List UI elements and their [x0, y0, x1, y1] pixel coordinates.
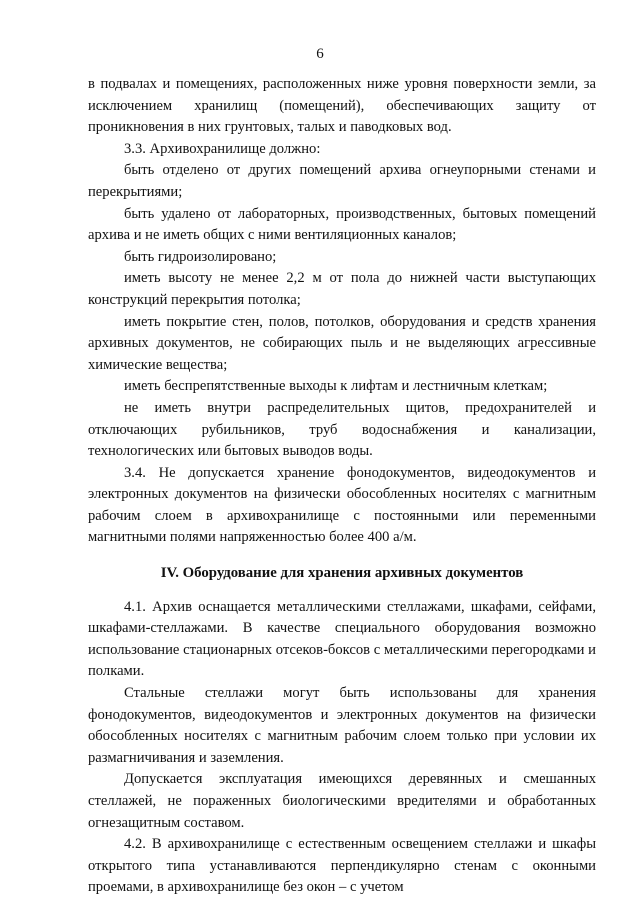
- page-number: 6: [316, 46, 324, 62]
- paragraph-steel-racks: Стальные стеллажи могут быть использованы для хранения фонодокументов, видеодокументов и электронных документов на физически обособленных носителях с магнитным рабочим слоем только при условии их размагничивания и заземления.: [88, 685, 596, 766]
- paragraph-wooden-racks: Допускается эксплуатация имеющихся деревянных и смешанных стеллажей, не пораженных биологическими вредителями и обработанных огнезащитным составом.: [88, 771, 596, 831]
- paragraph-ceiling-height: иметь высоту не менее 2,2 м от пола до нижней части выступающих конструкций перекрытия потолка;: [88, 270, 596, 308]
- paragraph-basements: в подвалах и помещениях, расположенных ниже уровня поверхности земли, за исключением хранилищ (помещений), обеспечивающих защиту от проникновения в них грунтовых, талых и паводковых вод.: [88, 76, 596, 136]
- paragraph-3-3-intro: 3.3. Архивохранилище должно:: [124, 140, 321, 157]
- paragraph-surface-coating: иметь покрытие стен, полов, потолков, оборудования и средств хранения архивных документов, не собирающих пыль и не выделяющих агрессивные химические вещества;: [88, 313, 596, 373]
- paragraph-3-4-magnetic: 3.4. Не допускается хранение фонодокументов, видеодокументов и электронных документов на физически обособленных носителях с магнитным рабочим слоем в архивохранилище с постоянными или переменными магнитными полями напряженностью более 400 а/м.: [88, 464, 596, 546]
- paragraph-fireproof-walls: быть отделено от других помещений архива огнеупорными стенами и перекрытиями;: [88, 162, 596, 200]
- document-body: [88, 74, 596, 899]
- paragraph-no-utilities: не иметь внутри распределительных щитов, предохранителей и отключающих рубильников, труб водоснабжения и канализации, технологических или бытовых выводов воды.: [88, 399, 596, 460]
- paragraph-4-2-placement: 4.2. В архивохранилище с естественным освещением стеллажи и шкафы открытого типа устанавливаются перпендикулярно стенам с оконными проемами, в архивохранилище без окон – с учетом: [88, 836, 596, 896]
- paragraph-exits: иметь беспрепятственные выходы к лифтам и лестничным клеткам;: [124, 378, 548, 395]
- paragraph-separated-rooms: быть удалено от лабораторных, производственных, бытовых помещений архива и не иметь общих с ними вентиляционных каналов;: [88, 205, 596, 244]
- section-heading: IV. Оборудование для хранения архивных документов: [160, 565, 524, 582]
- paragraph-waterproofed: быть гидроизолировано;: [124, 248, 277, 265]
- paragraph-4-1-equipment: 4.1. Архив оснащается металлическими стеллажами, шкафами, сейфами, шкафами-стеллажами. В качестве специального оборудования возможно использование стационарных отсеков-боксов с металлическими перегородками и полками.: [88, 598, 596, 680]
